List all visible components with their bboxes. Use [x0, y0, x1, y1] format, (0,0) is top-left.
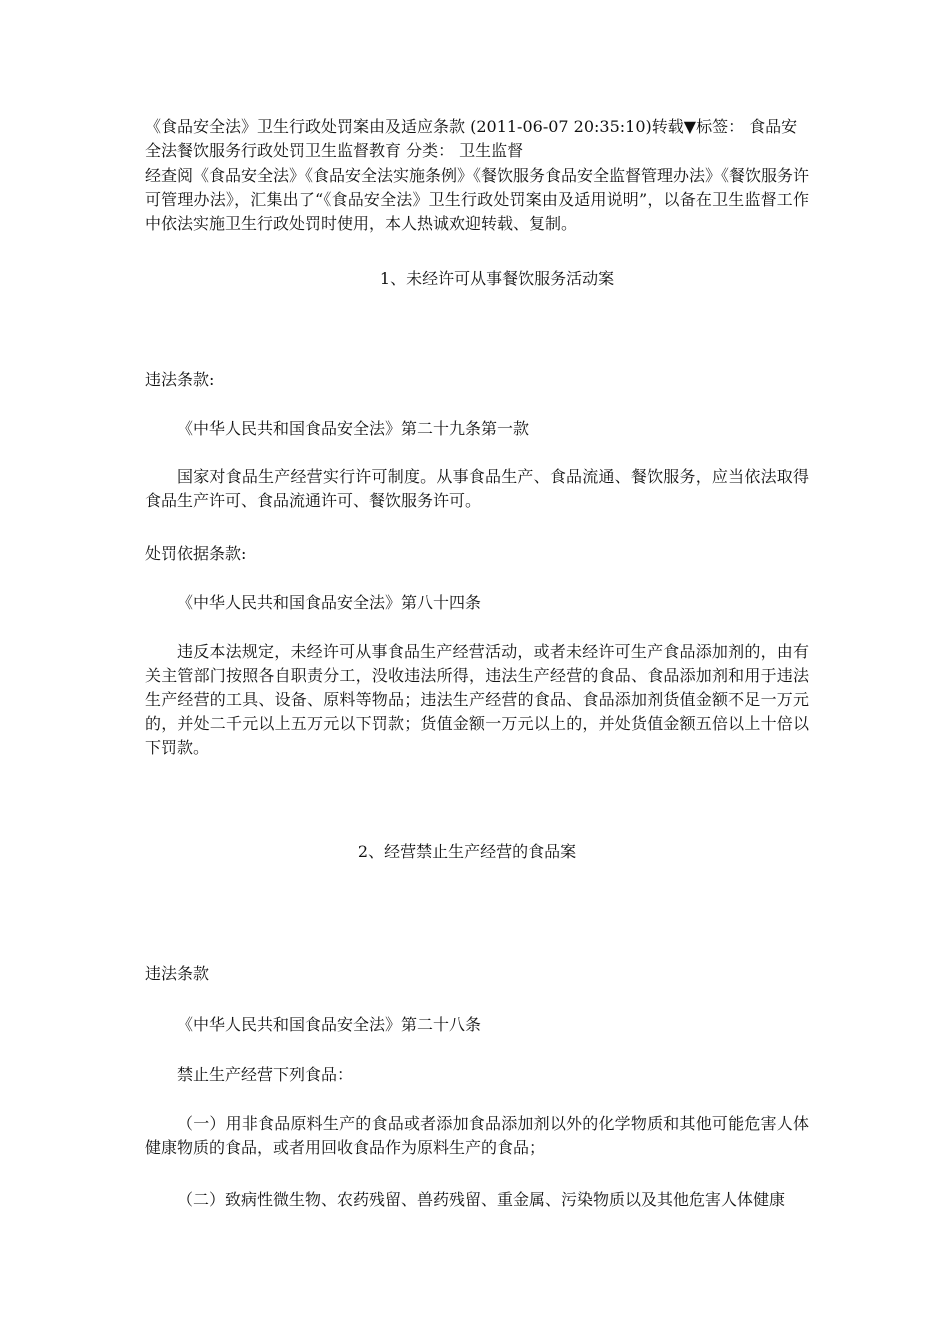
case2-prohibit-intro: 禁止生产经营下列食品：: [177, 1065, 354, 1084]
case1-violation-text: 国家对食品生产经营实行许可制度。从事食品生产、食品流通、餐饮服务，应当依法取得食品生产许可、食品流通许可、餐饮服务许可。: [145, 467, 809, 510]
case1-penalty-text: 违反本法规定，未经许可从事食品生产经营活动，或者未经许可生产食品添加剂的，由有关主管部门按照各自职责分工，没收违法所得，违法生产经营的食品、食品添加剂和用于违法生产经营的工具、设备、原料等物品；违法生产经营的食品、食品添加剂货值金额不足一万元的，并处二千元以上五万元以下罚款；货值金额一万元以上的，并处货值金额五倍以上十倍以下罚款。: [145, 642, 809, 757]
case1-title: 1、未经许可从事餐饮服务活动案: [379, 269, 615, 288]
header-line-1: 《食品安全法》卫生行政处罚案由及适应条款 (2011-06-07 20:35:10)转载▼标签： 食品安: [145, 117, 798, 136]
case1-penalty-label: 处罚依据条款:: [145, 544, 247, 563]
case2-item-2: （二）致病性微生物、农药残留、兽药残留、重金属、污染物质以及其他危害人体健康: [177, 1190, 786, 1209]
case2-violation-law: 《中华人民共和国食品安全法》第二十八条: [177, 1015, 482, 1034]
case2-violation-label: 违法条款: [145, 964, 210, 983]
case1-penalty-law: 《中华人民共和国食品安全法》第八十四条: [177, 593, 482, 612]
intro-paragraph: 经查阅《食品安全法》《食品安全法实施条例》《餐饮服务食品安全监督管理办法》《餐饮服务许可管理办法》，汇集出了“《食品安全法》卫生行政处罚案由及适用说明”，以备在卫生监督工作中依法实施卫生行政处罚时使用，本人热诚欢迎转载、复制。: [145, 166, 810, 233]
case1-violation-label: 违法条款:: [145, 370, 215, 389]
case2-title: 2、经营禁止生产经营的食品案: [357, 842, 577, 861]
case2-item-1: （一）用非食品原料生产的食品或者添加食品添加剂以外的化学物质和其他可能危害人体健康物质的食品，或者用回收食品作为原料生产的食品；: [145, 1114, 809, 1157]
header-line-2: 全法餐饮服务行政处罚卫生监督教育 分类： 卫生监督: [145, 141, 524, 160]
case1-violation-law: 《中华人民共和国食品安全法》第二十九条第一款: [177, 419, 530, 438]
